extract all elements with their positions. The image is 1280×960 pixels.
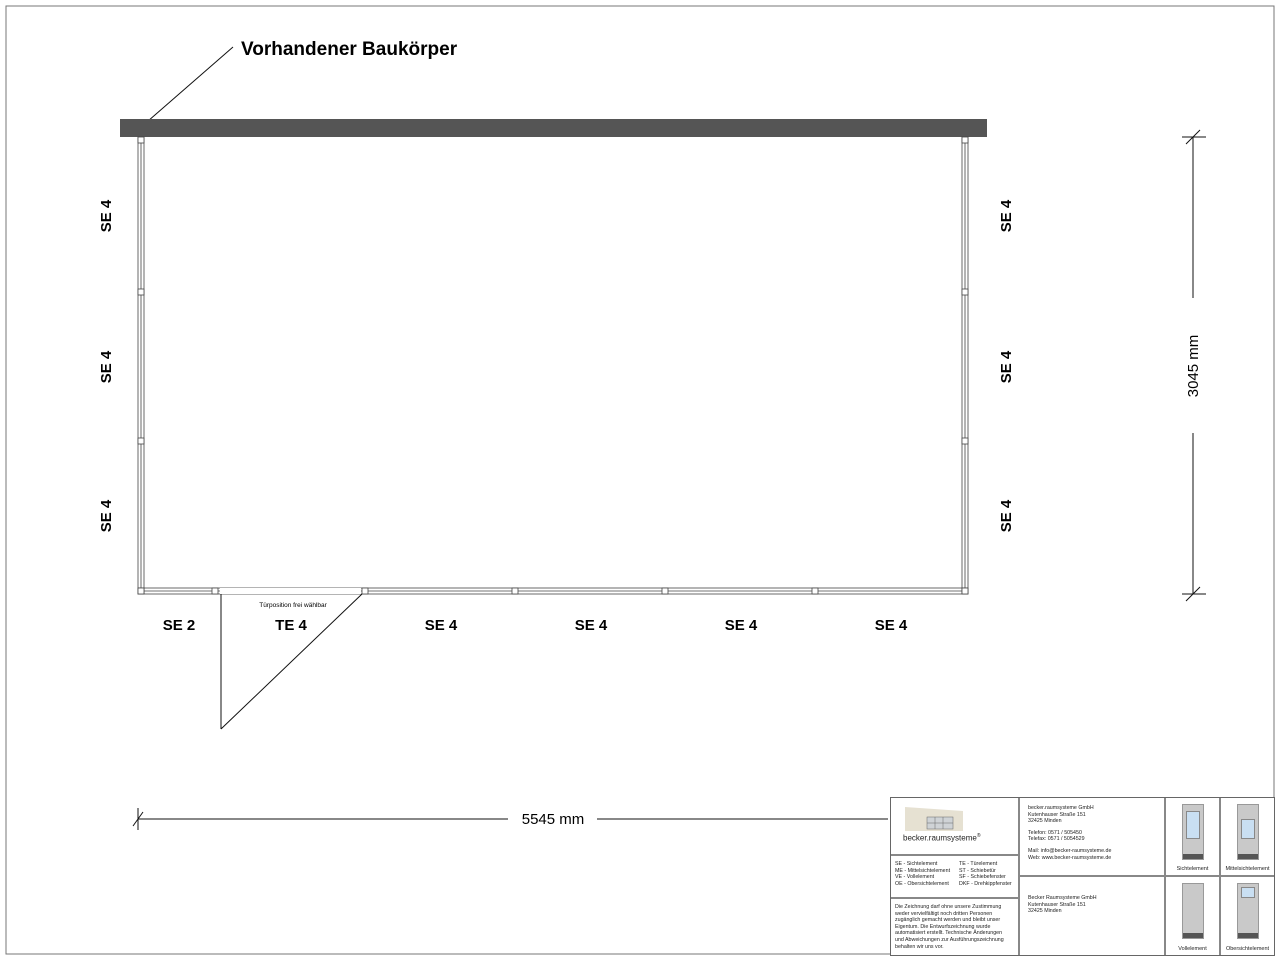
- logo-cell: [891, 798, 1019, 855]
- depth-dimension-label: 3045 mm: [1185, 334, 1202, 398]
- legend-cell: [891, 855, 1019, 898]
- sichtelement-icon: [1182, 804, 1204, 860]
- element-label: Mittelsichtelement: [1225, 866, 1270, 873]
- legend-dkf: DKF - Drehkippfenster: [959, 880, 1012, 887]
- legend-st: ST - Schiebetür: [959, 867, 996, 874]
- company-logo: [903, 805, 963, 835]
- element-obersichtelement: [1220, 876, 1274, 955]
- door-opening: [220, 588, 361, 594]
- legend-oe: OE - Obersichtelement: [895, 880, 949, 887]
- left-wall-label-2: SE 4: [98, 350, 115, 384]
- legend-se: SE - Sichtelement: [895, 861, 938, 867]
- right-wall-label-1: SE 4: [998, 199, 1015, 233]
- bottom-wall-label-6: SE 4: [874, 617, 908, 634]
- width-dimension-label: 5545 mm: [521, 811, 585, 828]
- disclaimer-line: Eigentum. Die Entwurfszeichnung wurde: [895, 923, 991, 930]
- company2-city: 32425 Minden: [1028, 908, 1062, 915]
- company-name: becker.raumsysteme GmbH: [1028, 805, 1094, 811]
- disclaimer-line: weder vervielfältigt noch dritten Personen: [895, 910, 993, 917]
- disclaimer-line: automatisiert erstellt. Technische Änderungen: [895, 930, 1003, 937]
- bottom-wall-label-4: SE 4: [574, 617, 608, 634]
- left-wall-label-3: SE 4: [98, 499, 115, 533]
- legend-row: [895, 868, 1014, 875]
- bottom-wall-label-2: TE 4: [275, 617, 307, 634]
- posts: [138, 137, 968, 594]
- existing-building-label: Vorhandener Baukörper: [241, 39, 458, 60]
- company-mail: Mail: info@becker-raumsysteme.de: [1028, 847, 1112, 854]
- legend-row: [895, 881, 1014, 888]
- logo-registered-mark: ®: [976, 833, 981, 839]
- logo-wordmark: becker.raumsysteme: [903, 833, 977, 843]
- leader-line: [140, 47, 233, 128]
- company-street: Kutenhauser Straße 151: [1028, 811, 1086, 818]
- mittelsichtelement-icon: [1237, 804, 1259, 860]
- existing-building: [120, 119, 987, 137]
- legend-row: [895, 874, 1014, 881]
- door-swing: [221, 594, 362, 729]
- element-vollelement: [1165, 876, 1220, 955]
- right-wall-label-3: SE 4: [998, 499, 1015, 533]
- company2-name: Becker Raumsysteme GmbH: [1028, 895, 1097, 901]
- vollelement-icon: [1182, 883, 1204, 939]
- legend-row: [895, 861, 1014, 868]
- door-note: Türposition frei wählbar: [259, 602, 327, 609]
- element-label: Obersichtelement: [1225, 946, 1270, 953]
- legend-sf: SF - Schiebefenster: [959, 874, 1006, 881]
- left-wall-label-1: SE 4: [98, 199, 115, 233]
- legend-te: TE - Türelement: [959, 861, 998, 867]
- company-city: 32425 Minden: [1028, 818, 1062, 825]
- element-mittelsichtelement: [1220, 798, 1274, 876]
- title-block: [890, 797, 1275, 956]
- element-sichtelement: [1165, 798, 1220, 876]
- legend-me: ME - Mittelsichtelement: [895, 867, 951, 874]
- disclaimer-line: Die Zeichnung darf ohne unsere Zustimmung: [895, 904, 1002, 910]
- right-wall-label-2: SE 4: [998, 350, 1015, 384]
- walls: [138, 137, 968, 594]
- obersichtelement-icon: [1237, 883, 1259, 939]
- bottom-wall-label-3: SE 4: [424, 617, 458, 634]
- disclaimer-line: behalten wir uns vor.: [895, 943, 944, 950]
- element-label: Vollelement: [1178, 946, 1207, 953]
- company-fax: Telefax: 0571 / 5054529: [1028, 836, 1085, 843]
- disclaimer-line: zugänglich gemacht werden und bleibt unser: [895, 917, 1001, 924]
- width-dimension: [133, 808, 888, 830]
- company-web: Web: www.becker-raumsysteme.de: [1028, 854, 1112, 861]
- company2-street: Kutenhauser Straße 151: [1028, 901, 1086, 908]
- element-label: Sichtelement: [1176, 866, 1209, 873]
- disclaimer-line: und Abweichungen zur Ausführungszeichnung: [895, 936, 1004, 943]
- company-info-cell: [1019, 798, 1165, 876]
- bottom-wall-label-5: SE 4: [724, 617, 758, 634]
- logo-text: [903, 833, 981, 842]
- company-info-cell-2: [1019, 876, 1165, 955]
- company-phone: Telefon: 0571 / 505450: [1028, 829, 1082, 836]
- legend-ve: VE - Vollelement: [895, 874, 935, 881]
- disclaimer-cell: [891, 898, 1019, 955]
- bottom-wall-label-1: SE 2: [162, 617, 196, 634]
